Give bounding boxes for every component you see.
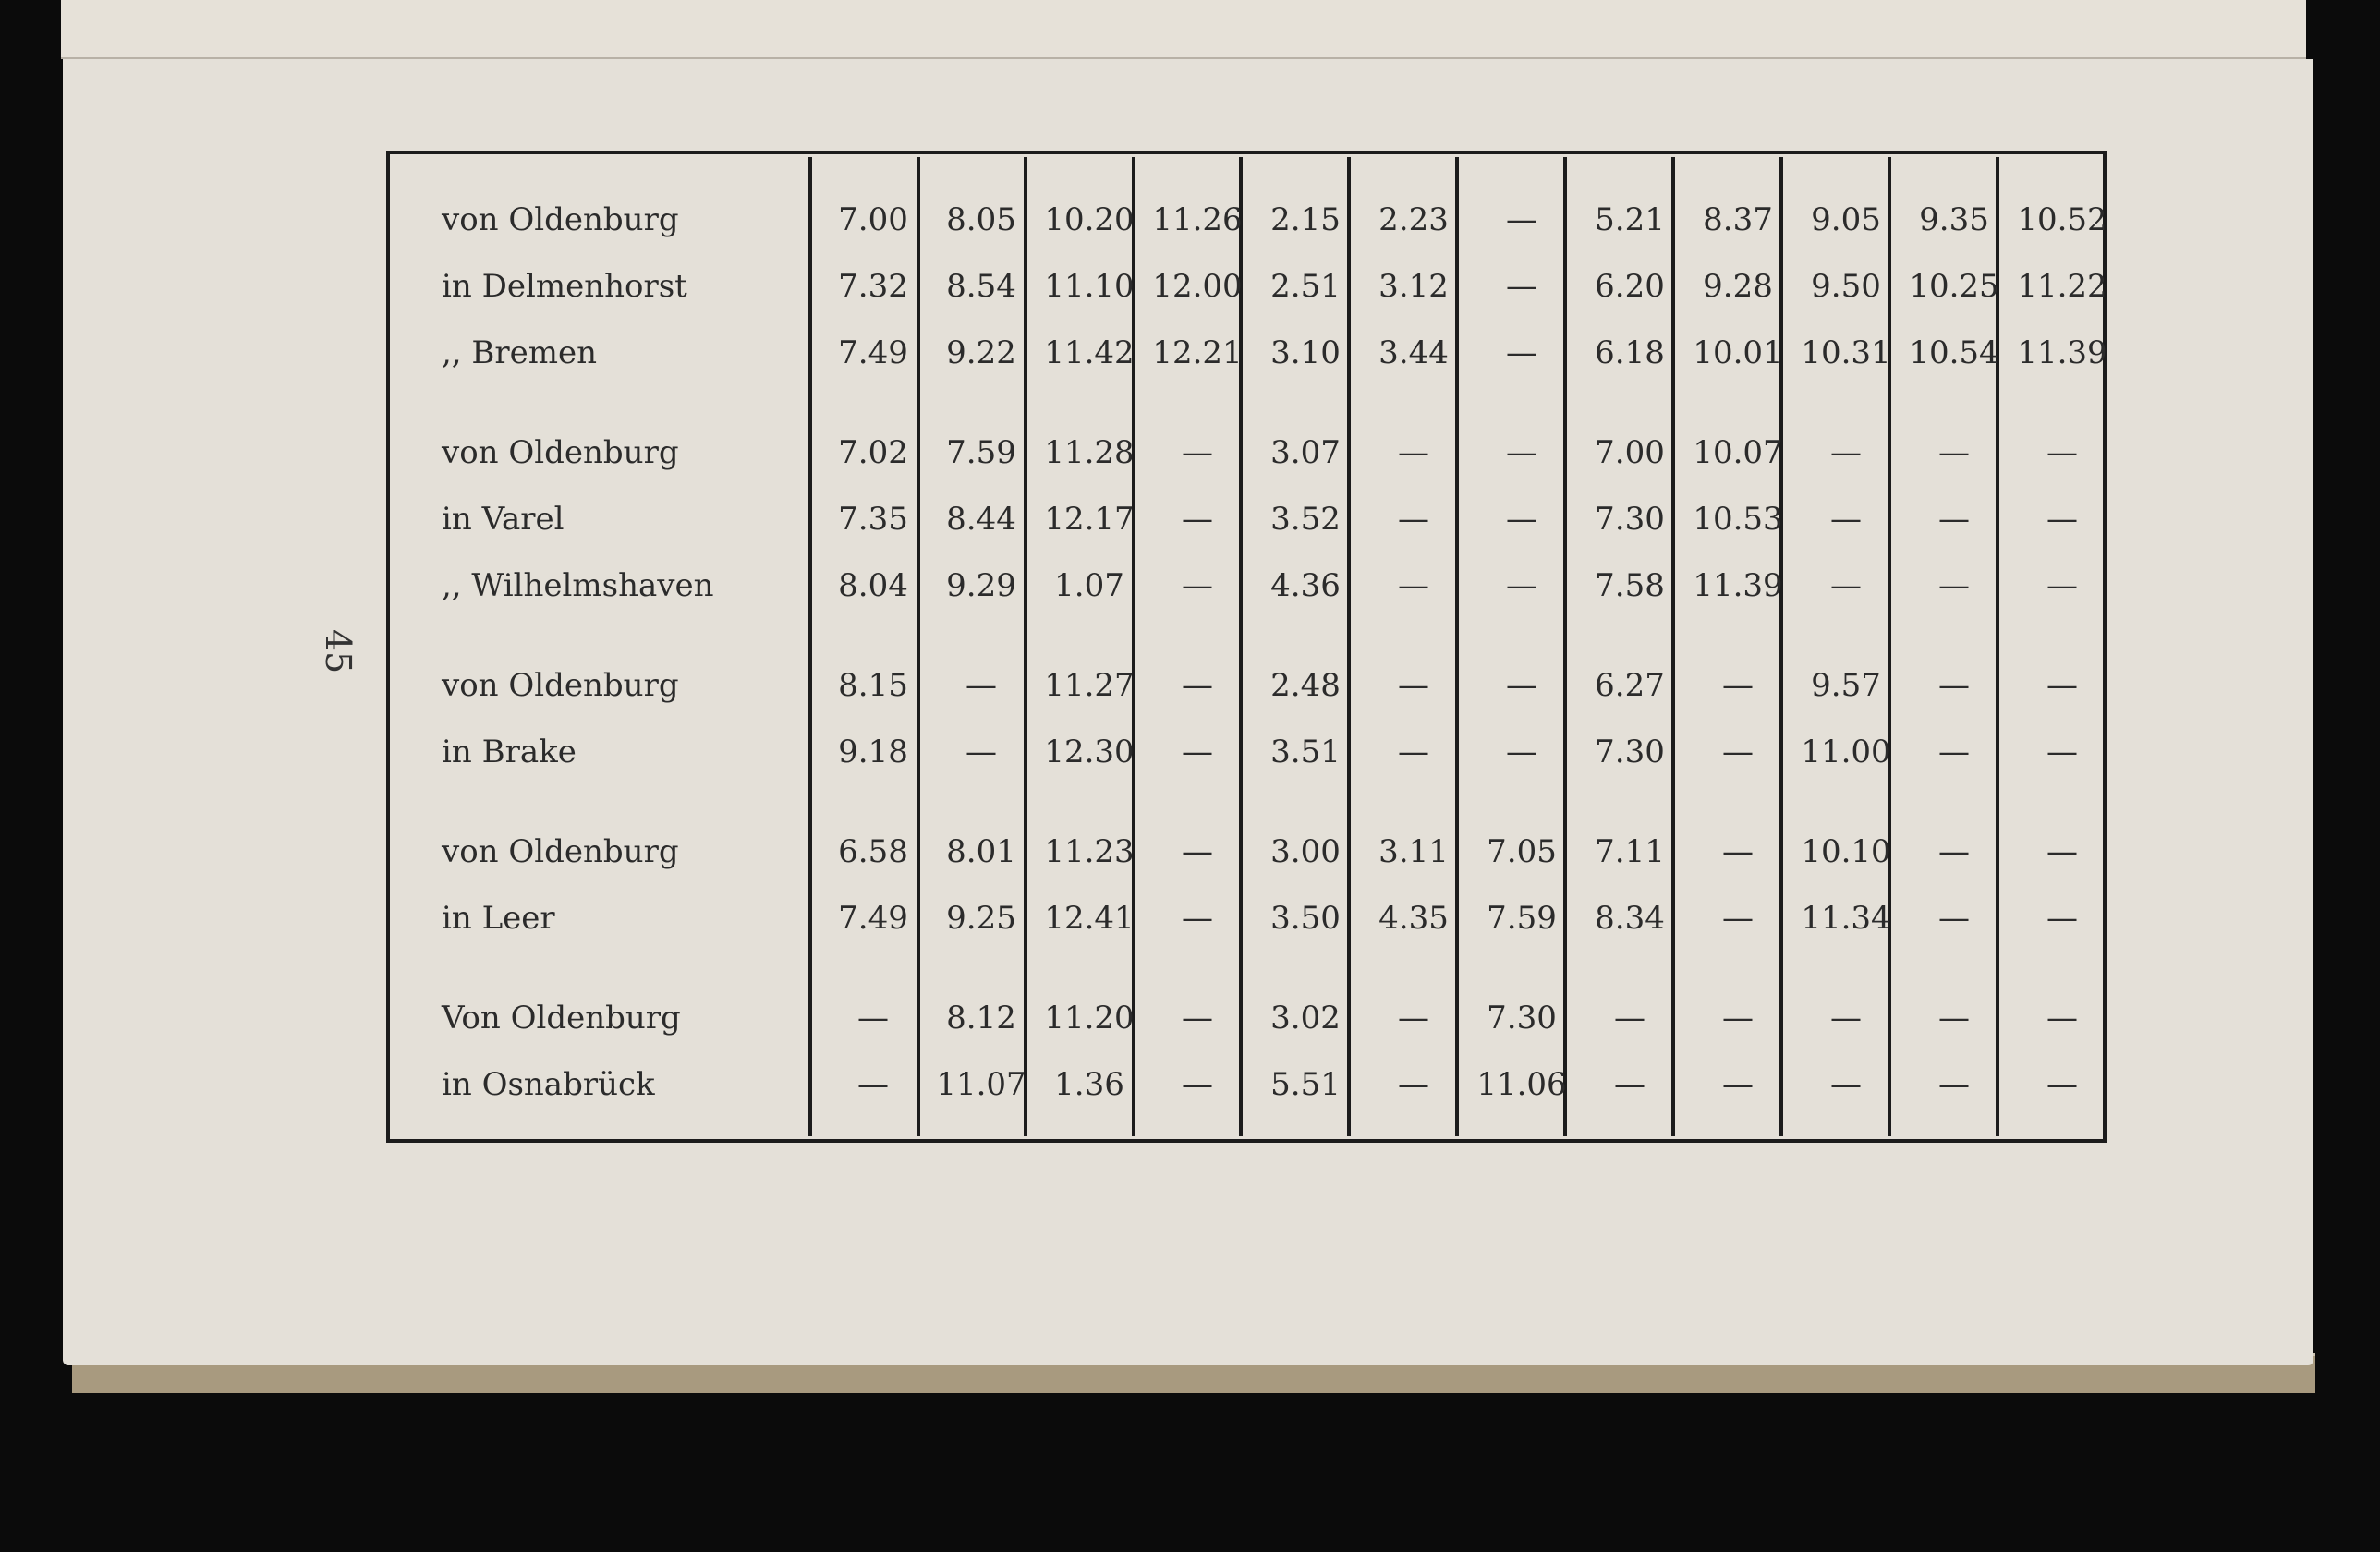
time-cell: — <box>1182 734 1213 770</box>
time-cell: 9.18 <box>838 734 908 770</box>
time-cell: 10.31 <box>1801 334 1891 371</box>
time-cell: 8.01 <box>946 833 1016 870</box>
time-cell: — <box>2046 900 2078 937</box>
time-cell: — <box>1722 900 1754 937</box>
time-cell: 11.42 <box>1044 334 1135 371</box>
time-cell: — <box>1506 334 1537 371</box>
time-cell: — <box>857 1066 889 1103</box>
time-cell: 10.25 <box>1909 268 1999 305</box>
time-cell: — <box>2046 833 2078 870</box>
time-cell: 11.26 <box>1152 201 1243 238</box>
time-cell: — <box>1398 734 1429 770</box>
time-cell: — <box>1830 501 1862 538</box>
time-cell: — <box>1398 1000 1429 1037</box>
time-cell: 9.50 <box>1811 268 1881 305</box>
time-cell: — <box>1398 667 1429 704</box>
time-cell: 11.34 <box>1801 900 1891 937</box>
time-cell: 10.07 <box>1693 434 1783 471</box>
station-name: in Brake <box>442 734 577 770</box>
time-cell: 3.02 <box>1270 1000 1341 1037</box>
time-cell: — <box>1506 268 1537 305</box>
time-cell: 8.44 <box>946 501 1016 538</box>
page-number: 45 <box>318 628 358 674</box>
time-cell: 6.58 <box>838 833 908 870</box>
station-name: von Oldenburg <box>442 667 679 704</box>
time-cell: 11.39 <box>2017 334 2107 371</box>
time-cell: 7.35 <box>838 501 908 538</box>
time-cell: 11.07 <box>936 1066 1026 1103</box>
time-cell: 7.00 <box>1595 434 1665 471</box>
time-cell: 6.27 <box>1595 667 1665 704</box>
station-name: in Delmenhorst <box>442 268 687 305</box>
previous-page-edge <box>61 0 2306 59</box>
time-cell: 7.59 <box>946 434 1016 471</box>
time-cell: 11.00 <box>1801 734 1891 770</box>
time-cell: 7.30 <box>1595 734 1665 770</box>
time-cell: 12.30 <box>1044 734 1135 770</box>
time-cell: 1.36 <box>1054 1066 1124 1103</box>
time-cell: — <box>1938 833 1970 870</box>
time-cell: 9.35 <box>1919 201 1989 238</box>
time-cell: — <box>1182 667 1213 704</box>
time-cell: — <box>1938 1066 1970 1103</box>
time-cell: — <box>2046 1066 2078 1103</box>
time-cell: — <box>1182 567 1213 604</box>
time-cell: 3.00 <box>1270 833 1341 870</box>
time-cell: 11.27 <box>1044 667 1135 704</box>
time-cell: 12.21 <box>1152 334 1243 371</box>
time-cell: — <box>1938 1000 1970 1037</box>
time-cell: — <box>1722 667 1754 704</box>
time-cell: 8.54 <box>946 268 1016 305</box>
time-cell: 8.34 <box>1595 900 1665 937</box>
station-name: in Osnabrück <box>442 1066 655 1103</box>
time-cell: — <box>1506 501 1537 538</box>
station-name: von Oldenburg <box>442 434 679 471</box>
time-cell: 7.00 <box>838 201 908 238</box>
time-cell: 8.37 <box>1703 201 1773 238</box>
time-cell: 6.18 <box>1595 334 1665 371</box>
time-cell: 3.44 <box>1378 334 1449 371</box>
time-cell: — <box>1614 1066 1645 1103</box>
time-cell: — <box>1398 501 1429 538</box>
time-cell: 3.51 <box>1270 734 1341 770</box>
time-cell: — <box>1830 1000 1862 1037</box>
time-cell: 6.20 <box>1595 268 1665 305</box>
time-cell: 12.41 <box>1044 900 1135 937</box>
time-cell: 9.29 <box>946 567 1016 604</box>
time-cell: — <box>1722 1066 1754 1103</box>
time-cell: 12.00 <box>1152 268 1243 305</box>
station-name: ,, Bremen <box>442 334 598 371</box>
time-cell: — <box>1722 734 1754 770</box>
time-cell: — <box>1938 667 1970 704</box>
time-cell: 7.59 <box>1487 900 1557 937</box>
time-cell: 11.23 <box>1044 833 1135 870</box>
time-cell: 7.05 <box>1487 833 1557 870</box>
time-cell: 10.52 <box>2017 201 2107 238</box>
time-cell: 11.39 <box>1693 567 1783 604</box>
time-cell: 10.10 <box>1801 833 1891 870</box>
time-cell: 11.06 <box>1476 1066 1567 1103</box>
station-name: in Varel <box>442 501 565 538</box>
time-cell: 5.21 <box>1595 201 1665 238</box>
time-cell: — <box>1182 434 1213 471</box>
time-cell: 2.15 <box>1270 201 1341 238</box>
time-cell: 10.53 <box>1693 501 1783 538</box>
time-cell: 10.54 <box>1909 334 1999 371</box>
time-cell: 8.05 <box>946 201 1016 238</box>
time-cell: 3.10 <box>1270 334 1341 371</box>
time-cell: 7.30 <box>1595 501 1665 538</box>
time-cell: — <box>965 734 997 770</box>
time-cell: — <box>2046 667 2078 704</box>
time-cell: 9.57 <box>1811 667 1881 704</box>
time-cell: 2.23 <box>1378 201 1449 238</box>
time-cell: 7.32 <box>838 268 908 305</box>
time-cell: 10.01 <box>1693 334 1783 371</box>
time-cell: — <box>1182 833 1213 870</box>
time-cell: — <box>2046 734 2078 770</box>
time-cell: 3.52 <box>1270 501 1341 538</box>
time-cell: 3.11 <box>1378 833 1449 870</box>
station-name: von Oldenburg <box>442 833 679 870</box>
time-cell: — <box>2046 434 2078 471</box>
time-cell: 7.49 <box>838 900 908 937</box>
time-cell: — <box>1398 1066 1429 1103</box>
station-name: von Oldenburg <box>442 201 679 238</box>
time-cell: — <box>965 667 997 704</box>
time-cell: — <box>857 1000 889 1037</box>
time-cell: 9.05 <box>1811 201 1881 238</box>
time-cell: — <box>1182 1066 1213 1103</box>
time-cell: — <box>1506 734 1537 770</box>
time-cell: 3.50 <box>1270 900 1341 937</box>
time-cell: 9.28 <box>1703 268 1773 305</box>
time-cell: 2.51 <box>1270 268 1341 305</box>
time-cell: — <box>1182 900 1213 937</box>
time-cell: 3.12 <box>1378 268 1449 305</box>
time-cell: — <box>1830 434 1862 471</box>
time-cell: — <box>1938 900 1970 937</box>
time-cell: — <box>1614 1000 1645 1037</box>
time-cell: 7.58 <box>1595 567 1665 604</box>
time-cell: 7.02 <box>838 434 908 471</box>
time-cell: — <box>1506 201 1537 238</box>
time-cell: — <box>2046 501 2078 538</box>
time-cell: 11.22 <box>2017 268 2107 305</box>
time-cell: 7.11 <box>1595 833 1665 870</box>
time-cell: 12.17 <box>1044 501 1135 538</box>
time-cell: 8.04 <box>838 567 908 604</box>
time-cell: — <box>1398 434 1429 471</box>
time-cell: — <box>2046 1000 2078 1037</box>
time-cell: — <box>1938 734 1970 770</box>
time-cell: 8.12 <box>946 1000 1016 1037</box>
time-cell: 8.15 <box>838 667 908 704</box>
time-cell: 1.07 <box>1054 567 1124 604</box>
time-cell: — <box>2046 567 2078 604</box>
time-cell: 5.51 <box>1270 1066 1341 1103</box>
column-divider <box>808 157 812 1136</box>
time-cell: 11.28 <box>1044 434 1135 471</box>
time-cell: 4.36 <box>1270 567 1341 604</box>
time-cell: — <box>1506 567 1537 604</box>
time-cell: — <box>1938 567 1970 604</box>
time-cell: — <box>1722 1000 1754 1037</box>
time-cell: — <box>1506 434 1537 471</box>
time-cell: 4.35 <box>1378 900 1449 937</box>
time-cell: — <box>1830 1066 1862 1103</box>
time-cell: 10.20 <box>1044 201 1135 238</box>
time-cell: 11.20 <box>1044 1000 1135 1037</box>
time-cell: — <box>1182 501 1213 538</box>
time-cell: 2.48 <box>1270 667 1341 704</box>
time-cell: 7.30 <box>1487 1000 1557 1037</box>
station-name: Von Oldenburg <box>442 1000 681 1037</box>
time-cell: — <box>1506 667 1537 704</box>
time-cell: — <box>1938 501 1970 538</box>
time-cell: 9.25 <box>946 900 1016 937</box>
time-cell: — <box>1938 434 1970 471</box>
time-cell: 9.22 <box>946 334 1016 371</box>
time-cell: — <box>1830 567 1862 604</box>
time-cell: — <box>1182 1000 1213 1037</box>
time-cell: 7.49 <box>838 334 908 371</box>
time-cell: — <box>1722 833 1754 870</box>
time-cell: — <box>1398 567 1429 604</box>
station-name: ,, Wilhelmshaven <box>442 567 714 604</box>
time-cell: 3.07 <box>1270 434 1341 471</box>
station-name: in Leer <box>442 900 555 937</box>
time-cell: 11.10 <box>1044 268 1135 305</box>
